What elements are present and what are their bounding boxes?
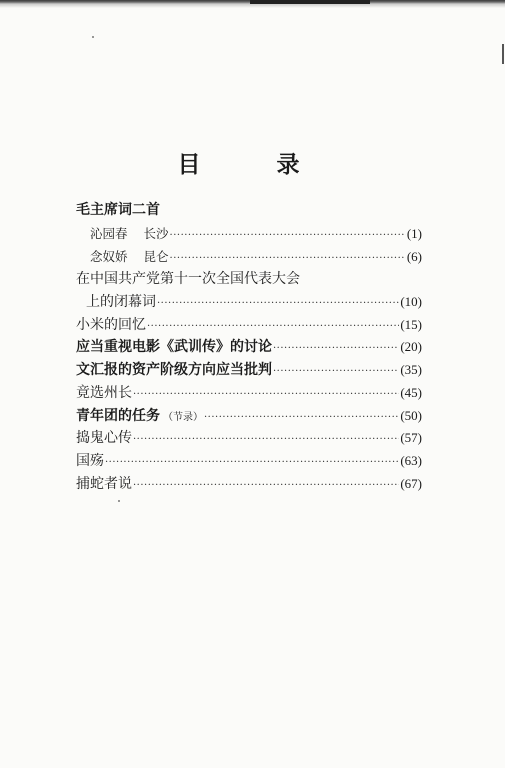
leader-dots — [133, 384, 399, 407]
page-number: (57) — [400, 430, 422, 446]
entry-title: 竟选州长 — [76, 384, 132, 401]
scan-edge-mark — [502, 44, 504, 64]
entry-title: 国殇 — [76, 452, 104, 469]
toc-entry[interactable] — [76, 382, 422, 405]
page-title: 目 录 — [177, 152, 334, 178]
page-number: (10) — [400, 294, 422, 310]
leader-dots — [133, 475, 399, 498]
scan-top-edge — [0, 0, 505, 8]
leader-dots — [170, 248, 406, 271]
leader-dots — [170, 225, 406, 248]
entry-label: 念奴娇 — [90, 248, 128, 264]
section-heading: 毛主席词二首 — [76, 202, 160, 218]
page-number: (20) — [400, 339, 422, 355]
entry-title: 应当重视电影《武训传》的讨论 — [76, 339, 272, 356]
leader-dots — [273, 338, 399, 361]
entry-title: 长沙 — [143, 226, 169, 241]
page-number: (1) — [406, 226, 422, 241]
scan-speck — [118, 500, 120, 502]
leader-dots — [147, 316, 399, 339]
entry-label: 沁园春 — [90, 226, 128, 241]
toc-entry[interactable] — [76, 405, 422, 428]
toc-entry[interactable] — [76, 450, 422, 473]
entry-note: （节录） — [163, 411, 203, 423]
toc-entry[interactable] — [76, 314, 422, 337]
toc-entry[interactable] — [76, 291, 422, 314]
page-number: (67) — [400, 475, 422, 491]
toc-entry[interactable] — [76, 336, 422, 359]
entry-title: 昆仑 — [143, 248, 169, 264]
entry-title: 上的闭幕词 — [86, 294, 156, 311]
toc-entry[interactable] — [76, 223, 422, 246]
toc-entry[interactable] — [76, 246, 422, 269]
leader-dots — [157, 293, 399, 316]
leader-dots — [273, 361, 399, 384]
entry-title: 小米的回忆 — [76, 316, 146, 333]
table-of-contents — [76, 199, 422, 495]
page-number: (63) — [400, 452, 422, 468]
entry-title: 捕蛇者说 — [76, 475, 132, 492]
toc-entry[interactable] — [76, 473, 422, 496]
scan-speck — [92, 36, 94, 38]
page-number: (6) — [406, 248, 422, 264]
leader-dots — [133, 429, 399, 452]
entry-title: 文汇报的资产阶级方向应当批判 — [76, 362, 272, 379]
page-number: (50) — [400, 407, 422, 423]
page-number: (45) — [400, 384, 422, 400]
page-number: (15) — [400, 316, 422, 332]
entry-title: 青年团的任务 — [76, 407, 160, 424]
page-number: (35) — [400, 362, 422, 378]
entry-title: 捣鬼心传 — [76, 430, 132, 447]
toc-entry[interactable] — [76, 359, 422, 382]
leader-dots — [105, 452, 399, 475]
toc-entry-line1[interactable]: 在中国共产党第十一次全国代表大会 — [76, 271, 300, 288]
toc-entry[interactable] — [76, 427, 422, 450]
leader-dots — [204, 407, 399, 430]
